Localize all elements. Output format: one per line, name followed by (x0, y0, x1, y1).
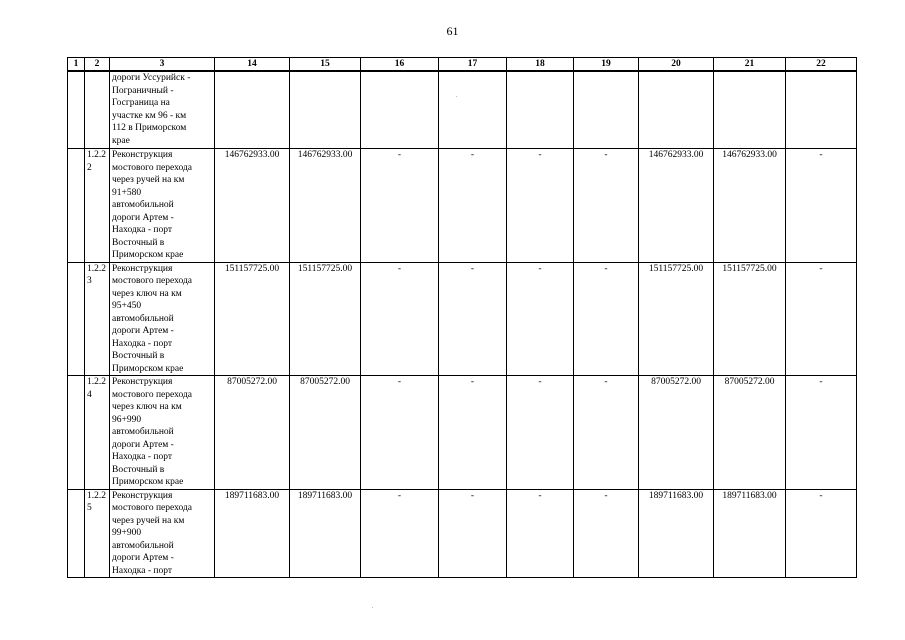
row-index-cell (68, 376, 85, 490)
row-index-cell (68, 71, 85, 149)
value-cell-19: - (574, 489, 639, 578)
name-line: Реконструкция (112, 263, 173, 274)
name-line: мостового перехода (112, 276, 193, 286)
value-cell-21: 189711683.00 (714, 489, 786, 578)
name-line: автомобильной (112, 313, 174, 324)
column-header: 17 (439, 58, 507, 72)
value-cell-15: 87005272.00 (290, 376, 361, 490)
value-cell-19: - (574, 149, 639, 263)
name-line: через ключ на км (112, 288, 182, 299)
value-cell-20 (639, 71, 714, 149)
name-line: мостового перехода (112, 389, 193, 400)
value-cell-22: - (786, 262, 857, 376)
value-cell-22: - (786, 489, 857, 578)
value-cell-18: - (507, 489, 574, 578)
name-line: 91+580 (112, 187, 142, 198)
value-cell-17: - (439, 489, 507, 578)
code-cell: 1.2.25 (85, 489, 110, 578)
name-line: Приморском крае (112, 363, 184, 374)
value-cell-18: - (507, 262, 574, 376)
name-line: через ручей на км (112, 515, 185, 526)
table-row (68, 376, 857, 490)
name-line: крае (112, 135, 130, 146)
code-cell: 1.2.24 (85, 376, 110, 490)
column-header: 22 (786, 58, 857, 72)
value-cell-15: 146762933.00 (290, 149, 361, 263)
page-number: 61 (446, 24, 459, 38)
data-table (67, 57, 857, 578)
code-cell: 1.2.22 (85, 149, 110, 263)
name-line: Находка - порт (112, 452, 172, 462)
column-header: 21 (714, 58, 786, 72)
value-cell-16: - (361, 376, 439, 490)
value-cell-22: - (786, 376, 857, 490)
value-cell-22: - (786, 149, 857, 263)
value-cell-14: 189711683.00 (215, 489, 290, 578)
value-cell-19: - (574, 262, 639, 376)
value-cell-18: - (507, 149, 574, 263)
name-line: участке км 96 - км (112, 110, 187, 121)
name-line: Приморском крае (112, 250, 184, 260)
name-cell (110, 262, 215, 376)
table-row (68, 149, 857, 263)
name-line: Восточный в (112, 351, 165, 361)
row-index-cell (68, 149, 85, 263)
column-header: 1 (68, 58, 85, 72)
name-line: автомобильной (112, 200, 174, 210)
column-header: 18 (507, 58, 574, 72)
column-header: 19 (574, 58, 639, 72)
column-header: 3 (110, 58, 215, 72)
value-cell-21: 87005272.00 (714, 376, 786, 490)
name-line: Находка - порт (112, 338, 172, 349)
value-cell-16 (361, 71, 439, 149)
name-line: 112 в Приморском (112, 123, 187, 133)
value-cell-14: 146762933.00 (215, 149, 290, 263)
table-row (68, 489, 857, 578)
name-line: Находка - порт (112, 225, 172, 235)
value-cell-20: 189711683.00 (639, 489, 714, 578)
code-cell (85, 71, 110, 149)
value-cell-18: - (507, 376, 574, 490)
name-line: дороги Артем - (112, 326, 174, 336)
value-cell-14: 151157725.00 (215, 262, 290, 376)
name-line: Восточный в (112, 237, 165, 248)
name-line: 95+450 (112, 301, 142, 311)
value-cell-19: - (574, 376, 639, 490)
value-cell-16: - (361, 262, 439, 376)
name-line: автомобильной (112, 427, 174, 437)
scan-speck (372, 607, 373, 608)
value-cell-16: - (361, 489, 439, 578)
value-cell-19 (574, 71, 639, 149)
code-cell: 1.2.23 (85, 262, 110, 376)
name-line: дороги Артем - (112, 439, 174, 450)
name-cell (110, 376, 215, 490)
value-cell-21 (714, 71, 786, 149)
column-header: 2 (85, 58, 110, 72)
table-row (68, 262, 857, 376)
name-line: дороги Артем - (112, 212, 174, 223)
value-cell-17 (439, 71, 507, 149)
name-line: Приморском крае (112, 477, 184, 487)
table-row (68, 71, 857, 149)
value-cell-21: 146762933.00 (714, 149, 786, 263)
row-index-cell (68, 489, 85, 578)
name-line: Реконструкция (112, 490, 173, 501)
value-cell-20: 151157725.00 (639, 262, 714, 376)
name-line: через ручей на км (112, 175, 185, 185)
column-header: 20 (639, 58, 714, 72)
value-cell-17: - (439, 149, 507, 263)
row-index-cell (68, 262, 85, 376)
name-line: Пограничный - (112, 85, 174, 96)
name-line: мостового перехода (112, 503, 193, 513)
value-cell-20: 87005272.00 (639, 376, 714, 490)
column-header: 15 (290, 58, 361, 72)
value-cell-20: 146762933.00 (639, 149, 714, 263)
name-cell (110, 149, 215, 263)
name-line: 96+990 (112, 414, 142, 425)
value-cell-16: - (361, 149, 439, 263)
value-cell-14 (215, 71, 290, 149)
name-cell (110, 489, 215, 578)
name-line: Госграница на (112, 98, 170, 108)
name-line: Реконструкция (112, 150, 173, 160)
value-cell-15: 151157725.00 (290, 262, 361, 376)
header-row (68, 58, 857, 72)
name-line: автомобильной (112, 540, 174, 551)
scan-speck (456, 96, 457, 97)
name-line: Восточный в (112, 464, 165, 475)
value-cell-17: - (439, 376, 507, 490)
name-line: мостового перехода (112, 162, 193, 173)
name-line: через ключ на км (112, 402, 182, 412)
value-cell-18 (507, 71, 574, 149)
name-cell (110, 71, 215, 149)
value-cell-22 (786, 71, 857, 149)
value-cell-21: 151157725.00 (714, 262, 786, 376)
name-line: Находка - порт (112, 565, 172, 576)
value-cell-14: 87005272.00 (215, 376, 290, 490)
name-line: Реконструкция (112, 377, 173, 387)
value-cell-15 (290, 71, 361, 149)
value-cell-17: - (439, 262, 507, 376)
column-header: 14 (215, 58, 290, 72)
name-line: 99+900 (112, 528, 142, 538)
name-line: дороги Артем - (112, 553, 174, 563)
value-cell-15: 189711683.00 (290, 489, 361, 578)
column-header: 16 (361, 58, 439, 72)
name-line: дороги Уссурийск - (112, 73, 191, 83)
